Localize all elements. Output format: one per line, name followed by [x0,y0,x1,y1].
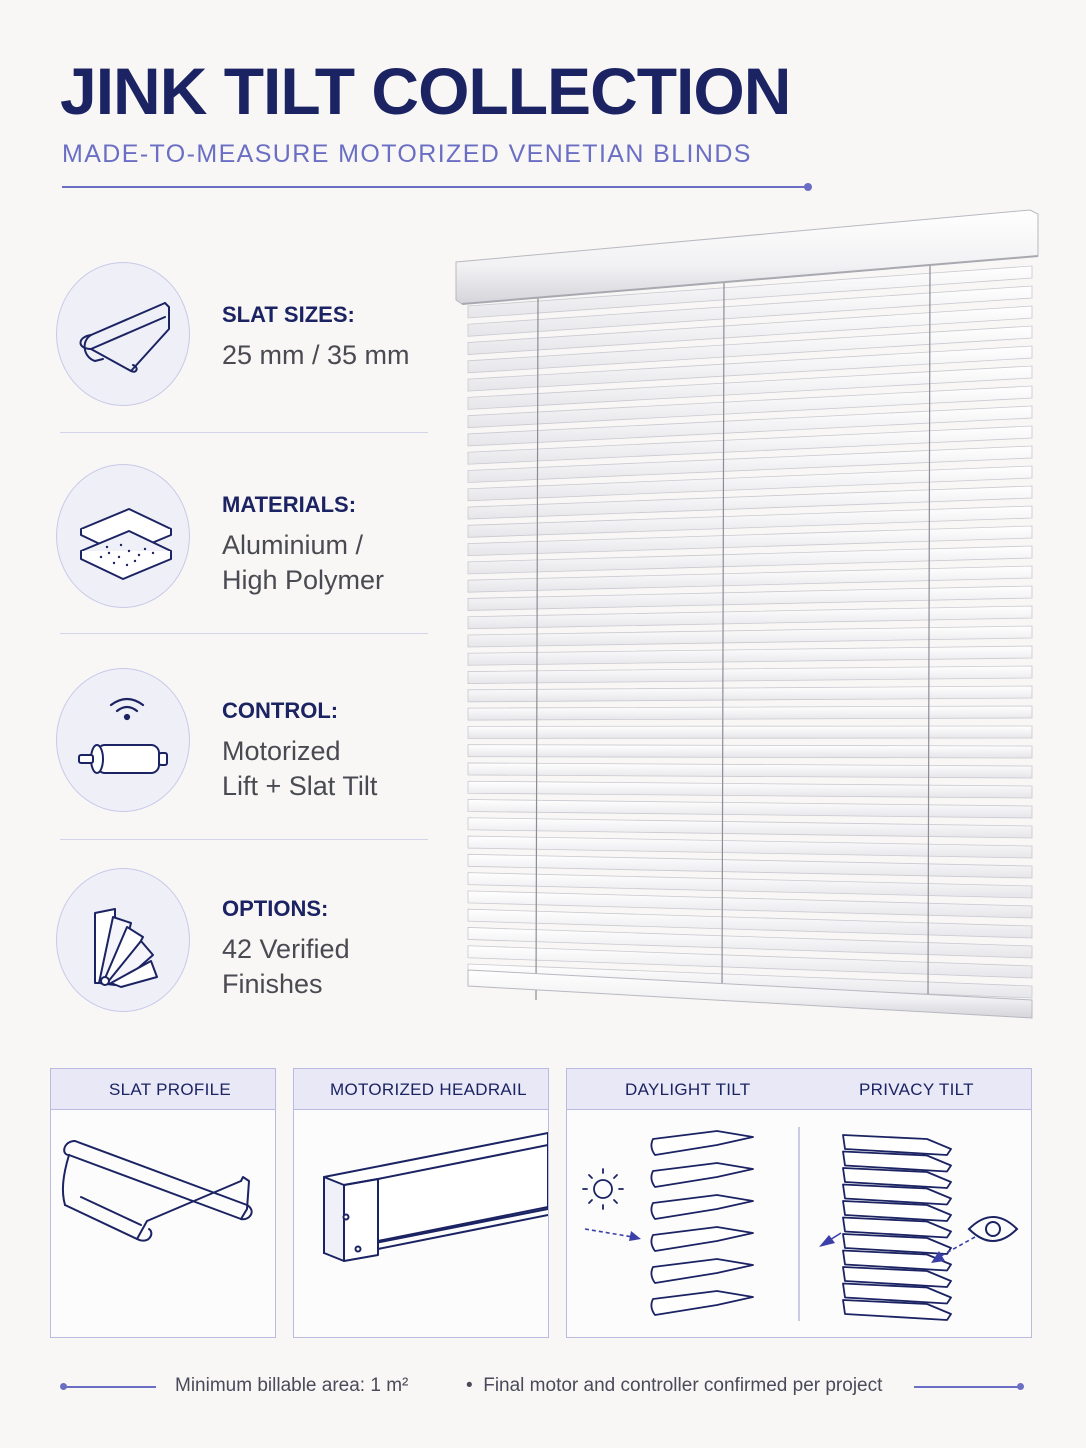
spec-icon-circle [56,868,190,1012]
headrail-drawing [294,1111,548,1337]
panel-header [567,1069,1031,1110]
panel-title-daylight: DAYLIGHT TILT [625,1080,751,1099]
panel-title: SLAT PROFILE [109,1080,232,1099]
spec-value-line: Aluminium / [222,530,364,560]
blind-slat [468,800,1032,819]
spec-materials [56,464,430,614]
daylight-slat [651,1195,753,1219]
spec-label: MATERIALS: [222,492,357,517]
daylight-slat [651,1131,753,1155]
eye-icon [969,1217,1017,1241]
blind-slat [468,726,1032,738]
panel-slat-profile [50,1068,276,1338]
spec-value-line: 42 Verified [222,934,350,964]
privacy-slats [843,1135,951,1320]
panel-header [294,1069,548,1110]
footer-note-project-text: Final motor and controller confirmed per project [483,1375,883,1396]
spec-divider [60,839,428,840]
daylight-slat [651,1227,753,1251]
daylight-slats [651,1131,753,1315]
page-subtitle: MADE-TO-MEASURE MOTORIZED VENETIAN BLINDS [62,140,752,168]
spec-divider [60,633,428,634]
privacy-arrow-left-icon [819,1233,841,1247]
footer-note-billable: Minimum billable area: 1 m² [175,1375,409,1396]
material-layers-icon [69,479,179,595]
color-fan-icon [69,883,179,999]
blind-slat [468,781,1032,798]
blind-slat [468,836,1032,858]
spec-label: OPTIONS: [222,896,329,921]
spec-label: SLAT SIZES: [222,302,355,327]
footer-separator: • [466,1375,473,1396]
daylight-arrow-head [629,1231,641,1241]
slat-profile-icon [69,277,179,393]
spec-icon-circle [56,464,190,608]
spec-icon-circle [56,262,190,406]
footer-rule-left [64,1386,156,1388]
footer-dot-right [1017,1383,1024,1390]
daylight-slat [651,1259,753,1283]
panel-motorized-headrail [293,1068,549,1338]
footer-rule-right [914,1386,1020,1388]
panel-title-privacy: PRIVACY TILT [859,1080,974,1099]
blind-slat [468,606,1032,629]
daylight-slat [651,1163,753,1187]
blind-slat [468,763,1032,778]
blind-slat [468,646,1032,665]
blind-slat [468,706,1032,720]
spec-value-line: Finishes [222,969,323,999]
blind-slat [468,818,1032,838]
blind-slats [468,266,1032,998]
page-title: JINK TILT COLLECTION [60,54,791,128]
title-divider-dot [804,183,812,191]
footer-note-project [466,1375,882,1397]
spec-control [56,668,430,818]
blind-slat [468,745,1032,758]
spec-divider [60,432,428,433]
panel-tilt-modes [566,1068,1032,1338]
spec-value-line: High Polymer [222,565,385,595]
spec-slat-sizes [56,262,430,412]
title-divider [62,186,808,188]
spec-options [56,868,430,1018]
spec-value-line: Lift + Slat Tilt [222,771,378,801]
blind-slat [468,686,1032,702]
blind-slat [468,626,1032,647]
panel-header [51,1069,275,1110]
slat-profile-drawing [51,1111,275,1337]
wireless-motor-icon [69,683,179,799]
spec-value-line: 25 mm / 35 mm [222,340,410,370]
spec-label: CONTROL: [222,698,339,723]
spec-icon-circle [56,668,190,812]
daylight-slat [651,1291,753,1315]
venetian-blind-illustration [440,200,1060,1040]
sun-icon [583,1169,623,1209]
blind-slat [468,666,1032,684]
spec-value-line: Motorized [222,736,341,766]
panel-title: MOTORIZED HEADRAIL [330,1080,527,1099]
tilt-modes-drawing [567,1111,1031,1337]
daylight-arrow-icon [585,1229,633,1237]
